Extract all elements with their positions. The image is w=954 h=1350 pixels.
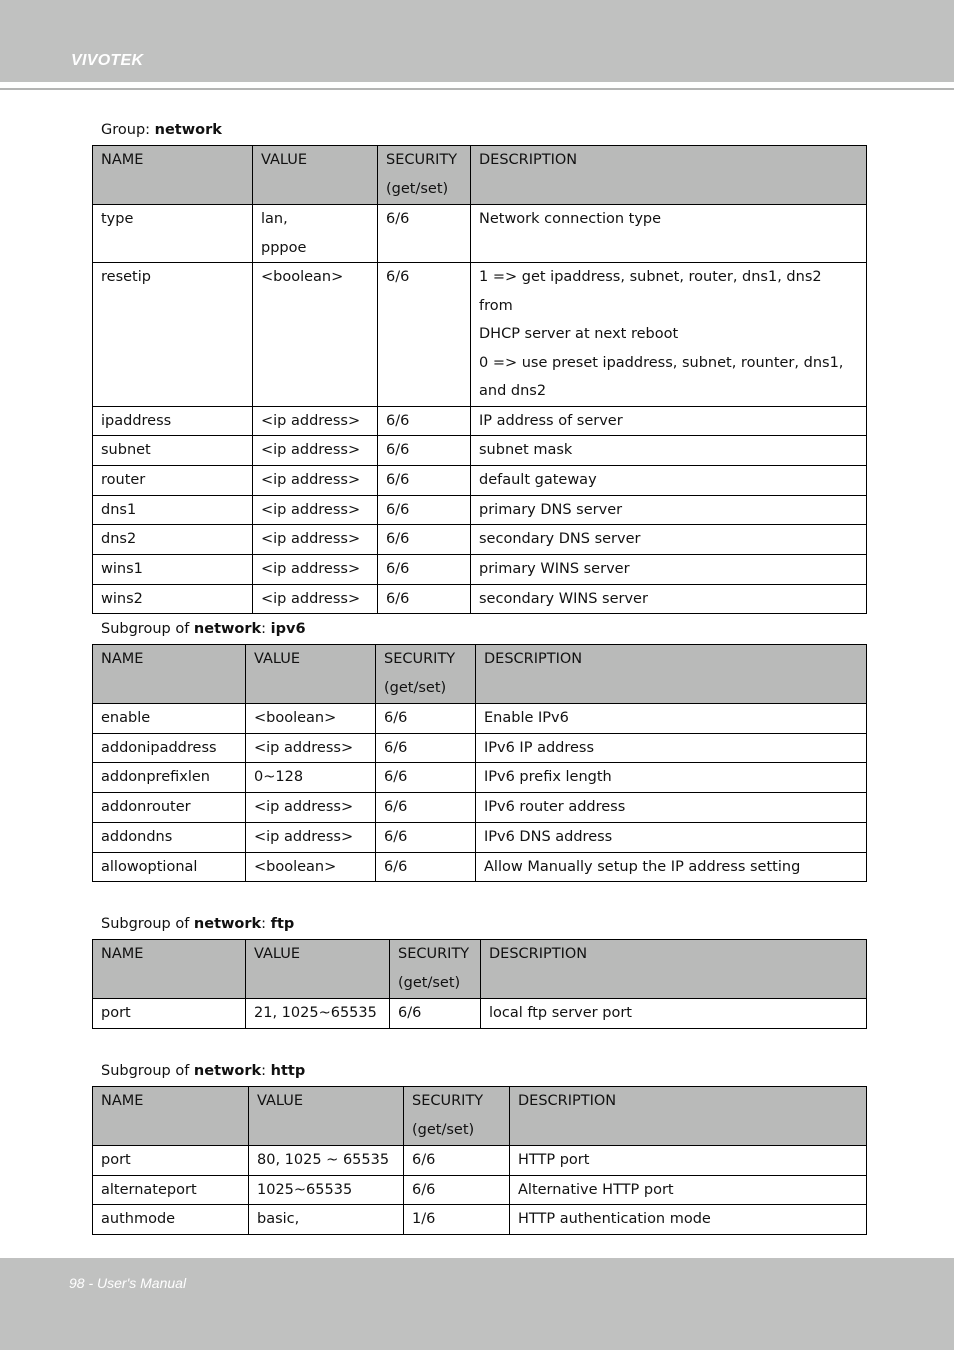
param-security: 6/6 — [404, 1175, 510, 1205]
param-security: 6/6 — [378, 495, 471, 525]
param-description: IPv6 DNS address — [476, 822, 867, 852]
header-value: VALUE — [246, 940, 390, 999]
param-value: <boolean> — [246, 704, 376, 734]
param-name: addonrouter — [93, 793, 246, 823]
header-description: DESCRIPTION — [471, 146, 867, 205]
title-group: network — [154, 122, 222, 138]
header-name: NAME — [93, 645, 246, 704]
table-row — [93, 1146, 867, 1176]
param-value: <ip address> — [253, 406, 378, 436]
param-security: 6/6 — [390, 999, 481, 1029]
param-name: addonipaddress — [93, 733, 246, 763]
param-name: wins2 — [93, 584, 253, 614]
header-security: SECURITY (get/set) — [376, 645, 476, 704]
param-value: <ip address> — [246, 733, 376, 763]
param-value: 1025~65535 — [249, 1175, 404, 1205]
param-description: IPv6 prefix length — [476, 763, 867, 793]
brand-logo: VIVOTEK — [71, 52, 144, 69]
param-security: 6/6 — [378, 525, 471, 555]
param-security: 6/6 — [378, 584, 471, 614]
header-name: NAME — [93, 940, 246, 999]
param-value: 80, 1025 ~ 65535 — [249, 1146, 404, 1176]
param-name: addondns — [93, 822, 246, 852]
table-row — [93, 205, 867, 263]
ipv6-section — [92, 620, 866, 882]
param-description: HTTP port — [510, 1146, 867, 1176]
parameter-table — [92, 939, 867, 1029]
param-description: secondary WINS server — [471, 584, 867, 614]
param-description: IP address of server — [471, 406, 867, 436]
param-name: allowoptional — [93, 852, 246, 882]
table-row — [93, 1175, 867, 1205]
table-row — [93, 436, 867, 466]
param-value: 21, 1025~65535 — [246, 999, 390, 1029]
table-header-row — [93, 940, 867, 999]
param-name: dns1 — [93, 495, 253, 525]
table-row — [93, 852, 867, 882]
parameter-table — [92, 145, 867, 614]
parameter-table — [92, 1086, 867, 1235]
param-security: 6/6 — [376, 852, 476, 882]
param-value: lan, pppoe — [253, 205, 378, 263]
param-name: port — [93, 999, 246, 1029]
param-description: subnet mask — [471, 436, 867, 466]
param-name: alternateport — [93, 1175, 249, 1205]
param-security: 6/6 — [378, 436, 471, 466]
page-footer — [0, 1258, 954, 1350]
table-row — [93, 555, 867, 585]
table-row — [93, 406, 867, 436]
param-security: 6/6 — [376, 793, 476, 823]
header-security: SECURITY (get/set) — [404, 1087, 510, 1146]
param-description: IPv6 router address — [476, 793, 867, 823]
network-section — [92, 121, 866, 614]
param-value: <boolean> — [253, 263, 378, 407]
table-row — [93, 704, 867, 734]
param-value: <boolean> — [246, 852, 376, 882]
param-security: 6/6 — [378, 465, 471, 495]
param-name: addonprefixlen — [93, 763, 246, 793]
parameter-table — [92, 644, 867, 882]
param-name: resetip — [93, 263, 253, 407]
header-description: DESCRIPTION — [481, 940, 867, 999]
param-description: primary WINS server — [471, 555, 867, 585]
table-row — [93, 584, 867, 614]
param-description: secondary DNS server — [471, 525, 867, 555]
table-row — [93, 793, 867, 823]
table-row — [93, 525, 867, 555]
param-description: IPv6 IP address — [476, 733, 867, 763]
param-value: <ip address> — [253, 525, 378, 555]
http-section — [92, 1062, 866, 1235]
table-row — [93, 733, 867, 763]
param-description: local ftp server port — [481, 999, 867, 1029]
param-value: basic, — [249, 1205, 404, 1235]
param-description: Alternative HTTP port — [510, 1175, 867, 1205]
table-row — [93, 1205, 867, 1235]
param-value: <ip address> — [253, 465, 378, 495]
header-value: VALUE — [253, 146, 378, 205]
param-description: 1 => get ipaddress, subnet, router, dns1, dns2 from DHCP server at next reboot 0 => use preset ipaddress, subnet, rounter, dns1, and dns2 — [471, 263, 867, 407]
param-name: port — [93, 1146, 249, 1176]
header-name: NAME — [93, 1087, 249, 1146]
param-security: 6/6 — [376, 763, 476, 793]
table-header-row — [93, 645, 867, 704]
param-value: <ip address> — [253, 584, 378, 614]
param-security: 1/6 — [404, 1205, 510, 1235]
header-value: VALUE — [249, 1087, 404, 1146]
param-description: default gateway — [471, 465, 867, 495]
param-security: 6/6 — [376, 733, 476, 763]
param-security: 6/6 — [376, 822, 476, 852]
param-security: 6/6 — [376, 704, 476, 734]
header-description: DESCRIPTION — [510, 1087, 867, 1146]
header-security: SECURITY (get/set) — [378, 146, 471, 205]
param-value: <ip address> — [253, 436, 378, 466]
param-security: 6/6 — [378, 555, 471, 585]
header-name: NAME — [93, 146, 253, 205]
param-description: primary DNS server — [471, 495, 867, 525]
param-name: dns2 — [93, 525, 253, 555]
table-row — [93, 263, 867, 407]
param-security: 6/6 — [378, 263, 471, 407]
section-title: Subgroup of network: ipv6 — [101, 621, 306, 637]
ftp-section — [92, 915, 866, 1029]
param-name: wins1 — [93, 555, 253, 585]
param-value: 0~128 — [246, 763, 376, 793]
section-title: Subgroup of network: http — [101, 1063, 306, 1079]
param-description: Allow Manually setup the IP address setting — [476, 852, 867, 882]
param-value: <ip address> — [246, 793, 376, 823]
table-row — [93, 763, 867, 793]
section-title — [101, 121, 866, 139]
param-value: <ip address> — [253, 495, 378, 525]
table-header-row — [93, 1087, 867, 1146]
param-security: 6/6 — [404, 1146, 510, 1176]
param-name: ipaddress — [93, 406, 253, 436]
table-row — [93, 822, 867, 852]
param-name: enable — [93, 704, 246, 734]
param-name: authmode — [93, 1205, 249, 1235]
table-row — [93, 495, 867, 525]
page-number: 98 - User's Manual — [69, 1275, 187, 1291]
header-value: VALUE — [246, 645, 376, 704]
header-security: SECURITY (get/set) — [390, 940, 481, 999]
param-security: 6/6 — [378, 406, 471, 436]
title-prefix: Group: — [101, 122, 155, 138]
table-row — [93, 999, 867, 1029]
param-value: <ip address> — [253, 555, 378, 585]
param-name: type — [93, 205, 253, 263]
param-description: HTTP authentication mode — [510, 1205, 867, 1235]
param-description: Network connection type — [471, 205, 867, 263]
param-security: 6/6 — [378, 205, 471, 263]
param-name: router — [93, 465, 253, 495]
param-value: <ip address> — [246, 822, 376, 852]
header-divider — [0, 88, 954, 90]
header-description: DESCRIPTION — [476, 645, 867, 704]
table-row — [93, 465, 867, 495]
param-description: Enable IPv6 — [476, 704, 867, 734]
section-title: Subgroup of network: ftp — [101, 916, 295, 932]
param-name: subnet — [93, 436, 253, 466]
table-header-row — [93, 146, 867, 205]
